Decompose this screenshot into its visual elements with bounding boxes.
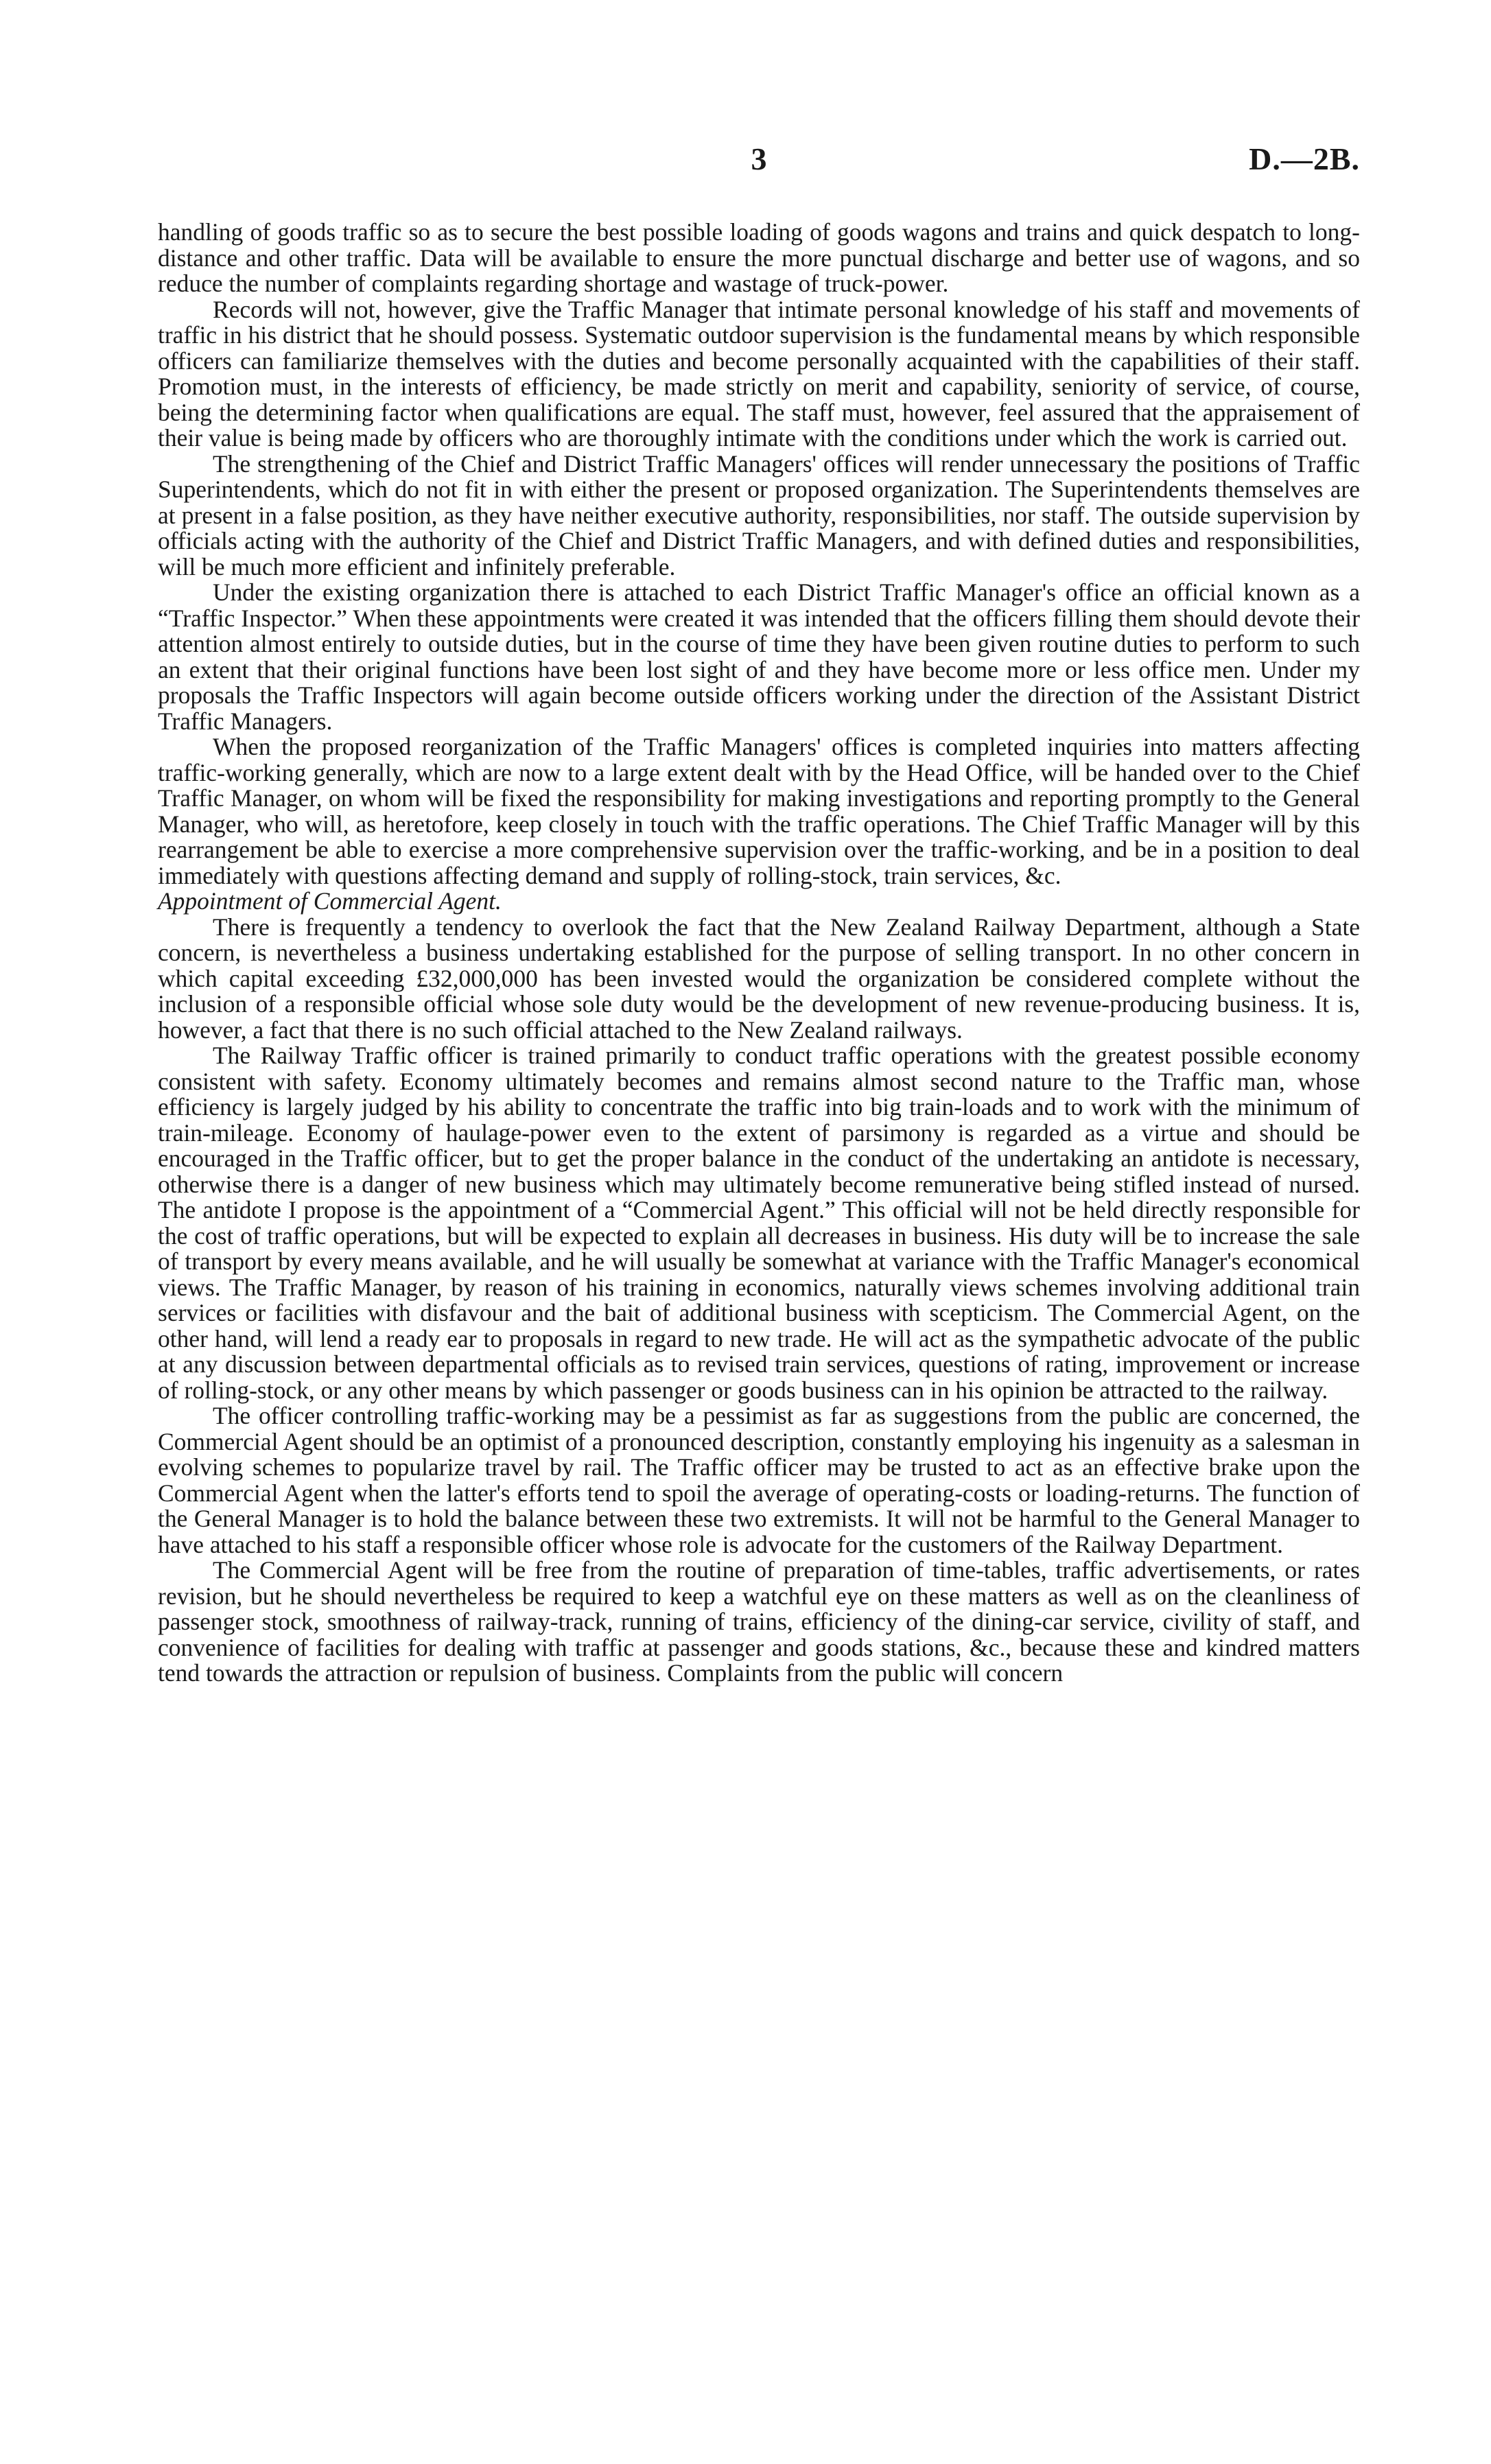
paragraph: The officer controlling traffic-working may be a pessimist as far as suggestions from the public are concerned, the Commercial Agent should be an optimist of a pronounced description, constantly employing his ingenuity as a salesman in evolving schemes to popularize travel by rail. The Traffic officer may be trusted to act as an effective brake upon the Commercial Agent when the latter's efforts tend to spoil the average of operating-costs or loading-returns. The function of the General Manager is to hold the balance between these two extremists. It will not be harmful to the General Manager to have attached to his staff a responsible officer whose role is advocate for the customers of the Railway Department. <box>158 1402 1360 1558</box>
paragraph: The Commercial Agent will be free from the routine of preparation of time-tables, traffic advertisements, or rates revision, but he should nevertheless be required to keep a watchful eye on these matters as well as on the cleanliness of passenger stock, smoothness of railway-track, running of trains, efficiency of the dining-car service, civility of staff, and convenience of facilities for dealing with traffic at passenger and goods stations, &c., because these and kindred matters tend towards the attraction or repulsion of business. Complaints from the public will concern <box>158 1556 1360 1687</box>
page-number: 3 <box>751 141 767 176</box>
section-heading: Appointment of Commercial Agent. <box>158 887 502 915</box>
paragraph: Records will not, however, give the Traffic Manager that intimate personal knowledge of his staff and movements of traffic in his district that he should possess. Systematic outdoor supervision is the fundamental means by which responsible officers can familiarize themselves with the duties and become personally acquainted with the capabilities of their staff. Promotion must, in the interests of efficiency, be made strictly on merit and capability, seniority of service, of course, being the determining factor when qualifications are equal. The staff must, however, feel assured that the appraisement of their value is being made by officers who are thoroughly intimate with the conditions under which the work is carried out. <box>158 295 1360 451</box>
document-reference: D.—2B. <box>1249 141 1360 176</box>
paragraph: The Railway Traffic officer is trained primarily to conduct traffic operations with the greatest possible economy consistent with safety. Economy ultimately becomes and remains almost second nature to the Traffic man, whose efficiency is largely judged by his ability to concentrate the traffic into big train-loads and to work with the minimum of train-mileage. Economy of haulage-power even to the extent of parsimony is regarded as a virtue and should be encouraged in the Traffic officer, but to get the proper balance in the conduct of the undertaking an antidote is necessary, otherwise there is a danger of new business which may ultimately become remunerative being stifled instead of nursed. The antidote I propose is the appointment of a “Commercial Agent.” This official will not be held directly responsible for the cost of traffic operations, but will be expected to explain all decreases in business. His duty will be to increase the sale of transport by every means available, and he will usually be somewhat at variance with the Traffic Manager's economical views. The Traffic Manager, by reason of his training in economics, naturally views schemes involving additional train services or facilities with disfavour and the bait of additional business with scepticism. The Commercial Agent, on the other hand, will lend a ready ear to proposals in regard to new trade. He will act as the sympathetic advocate of the public at any discussion between departmental officials as to revised train services, questions of rating, improvement or increase of rolling-stock, or any other means by which passenger or goods business can in his opinion be attracted to the railway. <box>158 1042 1360 1404</box>
paragraph: When the proposed reorganization of the Traffic Managers' offices is completed inquiries into matters affecting traffic-working generally, which are now to a large extent dealt with by the Head Office, will be handed over to the Chief Traffic Manager, on whom will be fixed the responsibility for making investigations and reporting promptly to the General Manager, who will, as heretofore, keep closely in touch with the traffic operations. The Chief Traffic Manager will by this rearrangement be able to exercise a more comprehensive supervision over the traffic-working, and be in a position to deal immediately with questions affecting demand and supply of rolling-stock, train services, &c. <box>158 733 1360 889</box>
paragraph: The strengthening of the Chief and District Traffic Managers' offices will render unnecessary the positions of Traffic Superintendents, which do not fit in with either the present or proposed organization. The Superintendents themselves are at present in a false position, as they have neither executive authority, responsibilities, nor staff. The outside supervision by officials acting with the authority of the Chief and District Traffic Managers, and with defined duties and responsibilities, will be much more efficient and infinitely preferable. <box>158 449 1360 580</box>
paragraph: Under the existing organization there is attached to each District Traffic Manager's office an official known as a “Traffic Inspector.” When these appointments were created it was intended that the officers filling them should devote their attention almost entirely to outside duties, but in the course of time they have been given routine duties to perform to such an extent that their original functions have been lost sight of and they have become more or less office men. Under my proposals the Traffic Inspectors will again become outside officers working under the direction of the Assistant District Traffic Managers. <box>158 578 1360 735</box>
paragraph: handling of goods traffic so as to secure the best possible loading of goods wagons and trains and quick despatch to long-distance and other traffic. Data will be available to ensure the more punctual discharge and better use of wagons, and so reduce the number of complaints regarding shortage and wastage of truck-power. <box>158 218 1360 297</box>
paragraph: There is frequently a tendency to overlook the fact that the New Zealand Railway Department, although a State concern, is nevertheless a business undertaking established for the purpose of selling transport. In no other concern in which capital exceeding £32,000,000 has been invested would the organization be considered complete without the inclusion of a responsible official whose sole duty would be the development of new revenue-producing business. It is, however, a fact that there is no such official attached to the New Zealand railways. <box>158 913 1360 1044</box>
body-text <box>158 220 1360 1687</box>
page-header <box>158 141 1360 189</box>
